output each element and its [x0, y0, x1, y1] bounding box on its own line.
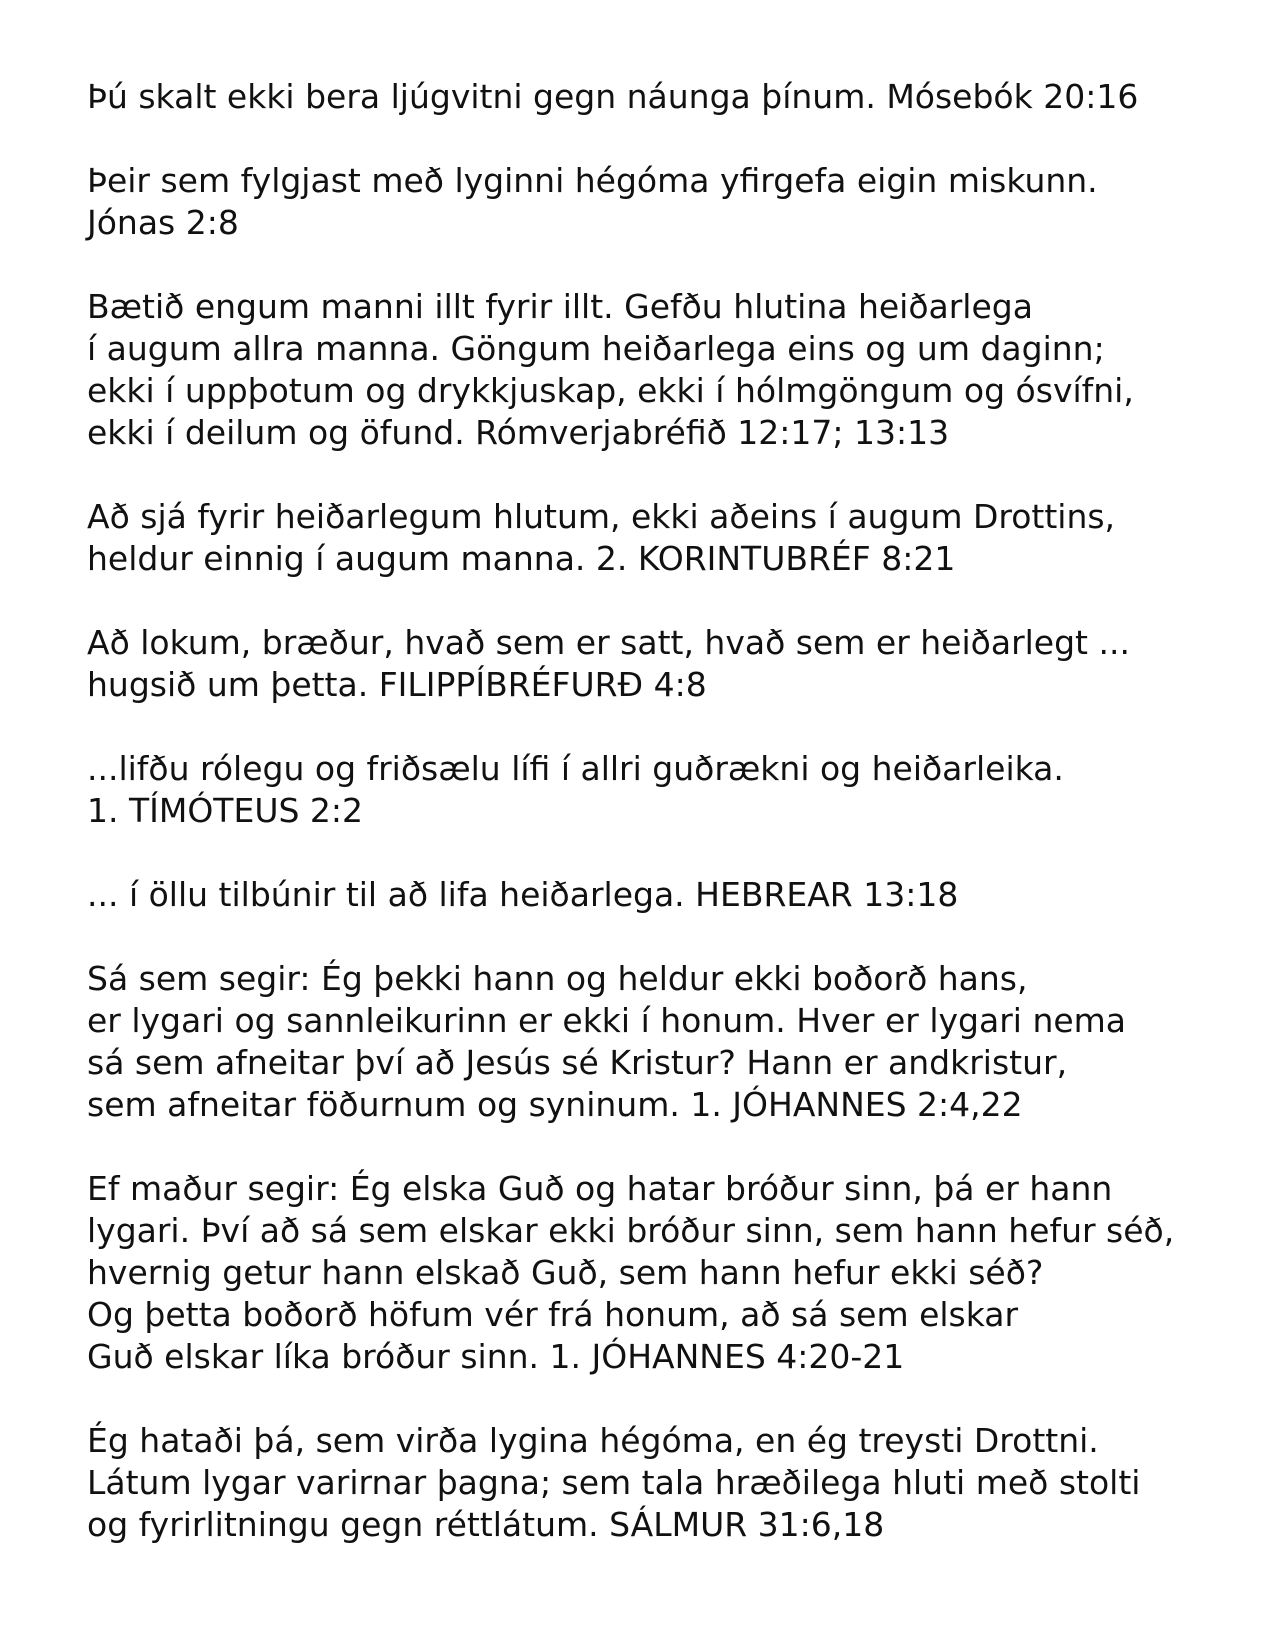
verse-1: [87, 76, 1257, 118]
verse-7: [87, 874, 1257, 916]
verse-line: hugsið um þetta. FILIPPÍBRÉFURÐ 4:8: [87, 665, 707, 704]
verse-line: ekki í deilum og öfund. Rómverjabréfið 12:17; 13:13: [87, 413, 950, 452]
document-page: [87, 76, 1257, 1588]
verse-line: ...lifðu rólegu og friðsælu lífi í allri guðrækni og heiðarleika.: [87, 749, 1064, 788]
verse-line: Þeir sem fylgjast með lyginni hégóma yfirgefa eigin miskunn.: [87, 161, 1098, 200]
verse-line: Ef maður segir: Ég elska Guð og hatar bróður sinn, þá er hann: [87, 1169, 1113, 1208]
verse-line: Að sjá fyrir heiðarlegum hlutum, ekki aðeins í augum Drottins,: [87, 497, 1116, 536]
verse-line: Látum lygar varirnar þagna; sem tala hræðilega hluti með stolti: [87, 1463, 1141, 1502]
verse-line: Þú skalt ekki bera ljúgvitni gegn náunga þínum. Mósebók 20:16: [87, 77, 1139, 116]
verse-line: er lygari og sannleikurinn er ekki í honum. Hver er lygari nema: [87, 1001, 1127, 1040]
verse-line: 1. TÍMÓTEUS 2:2: [87, 791, 364, 830]
verse-3: [87, 286, 1257, 454]
verse-9: [87, 1168, 1257, 1378]
verse-line: í augum allra manna. Göngum heiðarlega eins og um daginn;: [87, 329, 1105, 368]
verse-line: Að lokum, bræður, hvað sem er satt, hvað sem er heiðarlegt ...: [87, 623, 1130, 662]
verse-line: Og þetta boðorð höfum vér frá honum, að sá sem elskar: [87, 1295, 1019, 1334]
verse-8: [87, 958, 1257, 1126]
verse-line: Jónas 2:8: [87, 203, 239, 242]
verse-line: sem afneitar föðurnum og syninum. 1. JÓHANNES 2:4,22: [87, 1085, 1023, 1124]
verse-line: og fyrirlitningu gegn réttlátum. SÁLMUR 31:6,18: [87, 1505, 885, 1544]
verse-line: Sá sem segir: Ég þekki hann og heldur ekki boðorð hans,: [87, 959, 1028, 998]
verse-line: ekki í uppþotum og drykkjuskap, ekki í hólmgöngum og ósvífni,: [87, 371, 1134, 410]
verse-5: [87, 622, 1257, 706]
verse-line: Bætið engum manni illt fyrir illt. Gefðu hlutina heiðarlega: [87, 287, 1033, 326]
verse-line: hvernig getur hann elskað Guð, sem hann hefur ekki séð?: [87, 1253, 1044, 1292]
verse-line: sá sem afneitar því að Jesús sé Kristur? Hann er andkristur,: [87, 1043, 1068, 1082]
verse-4: [87, 496, 1257, 580]
verse-line: Ég hataði þá, sem virða lygina hégóma, en ég treysti Drottni.: [87, 1421, 1099, 1460]
verse-line: Guð elskar líka bróður sinn. 1. JÓHANNES 4:20-21: [87, 1337, 905, 1376]
verse-2: [87, 160, 1257, 244]
verse-line: ... í öllu tilbúnir til að lifa heiðarlega. HEBREAR 13:18: [87, 875, 959, 914]
verse-line: lygari. Því að sá sem elskar ekki bróður sinn, sem hann hefur séð,: [87, 1211, 1175, 1250]
verse-10: [87, 1420, 1257, 1546]
verse-6: [87, 748, 1257, 832]
verse-line: heldur einnig í augum manna. 2. KORINTUBRÉF 8:21: [87, 539, 956, 578]
